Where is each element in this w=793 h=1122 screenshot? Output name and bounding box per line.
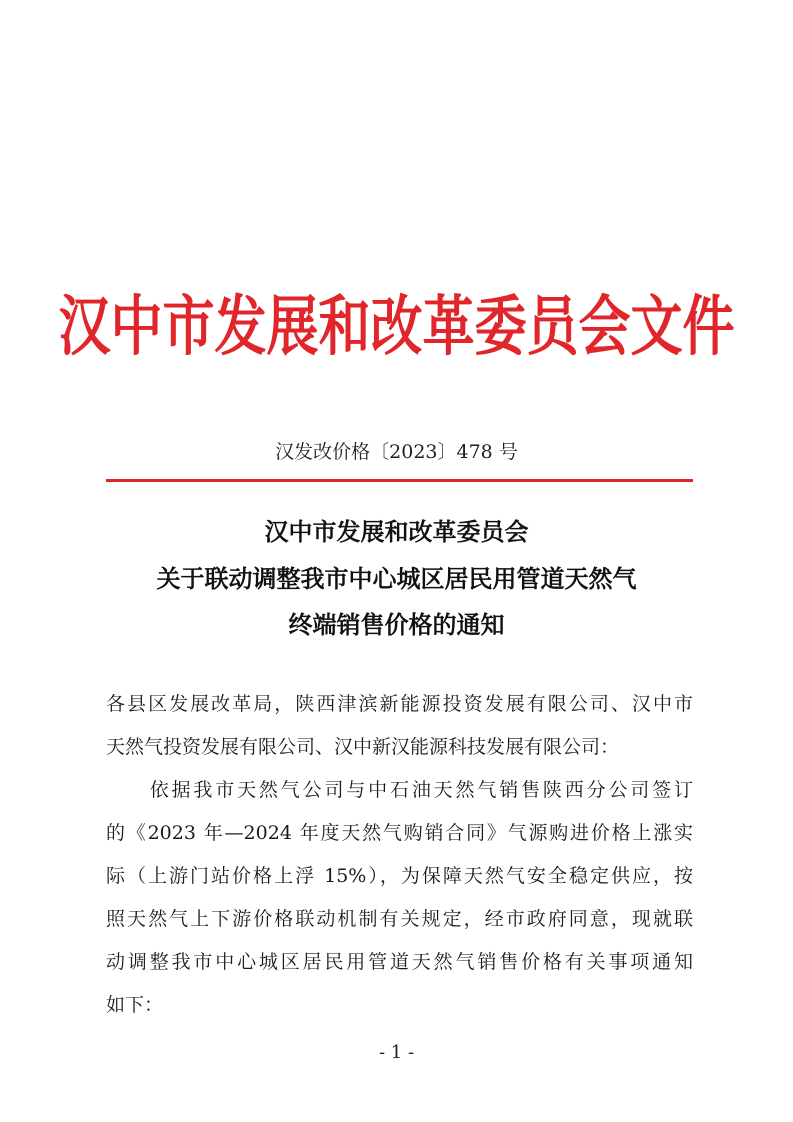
- masthead-title: 汉中市发展和改革委员会文件: [58, 288, 735, 365]
- notice-title-line-1: 汉中市发展和改革委员会: [264, 517, 529, 546]
- paragraph-1-line-5: 动调整我市中心城区居民用管道天然气销售价格有关事项通知: [106, 951, 693, 973]
- addressee-line-2: 天然气投资发展有限公司、汉中新汉能源科技发展有限公司：: [106, 736, 620, 758]
- paragraph-1-line-3: 际（上游门站价格上浮 15%），为保障天然气安全稳定供应，按: [106, 865, 693, 887]
- document-number: 汉发改价格〔2023〕478 号: [275, 441, 518, 463]
- notice-title-line-3: 终端销售价格的通知: [288, 610, 505, 639]
- addressee-line-1: 各县区发展改革局，陕西津滨新能源投资发展有限公司、汉中市: [106, 693, 693, 715]
- notice-title-line-2: 关于联动调整我市中心城区居民用管道天然气: [156, 564, 637, 593]
- paragraph-1-line-1: 依据我市天然气公司与中石油天然气销售陕西分公司签订: [106, 779, 693, 801]
- paragraph-1-line-6: 如下：: [106, 994, 164, 1016]
- page-number: - 1 -: [378, 1042, 415, 1063]
- paragraph-1-line-2: 的《2023 年—2024 年度天然气购销合同》气源购进价格上涨实: [106, 822, 693, 844]
- red-divider-line: [106, 479, 693, 482]
- paragraph-1-line-4: 照天然气上下游价格联动机制有关规定，经市政府同意，现就联: [106, 908, 693, 930]
